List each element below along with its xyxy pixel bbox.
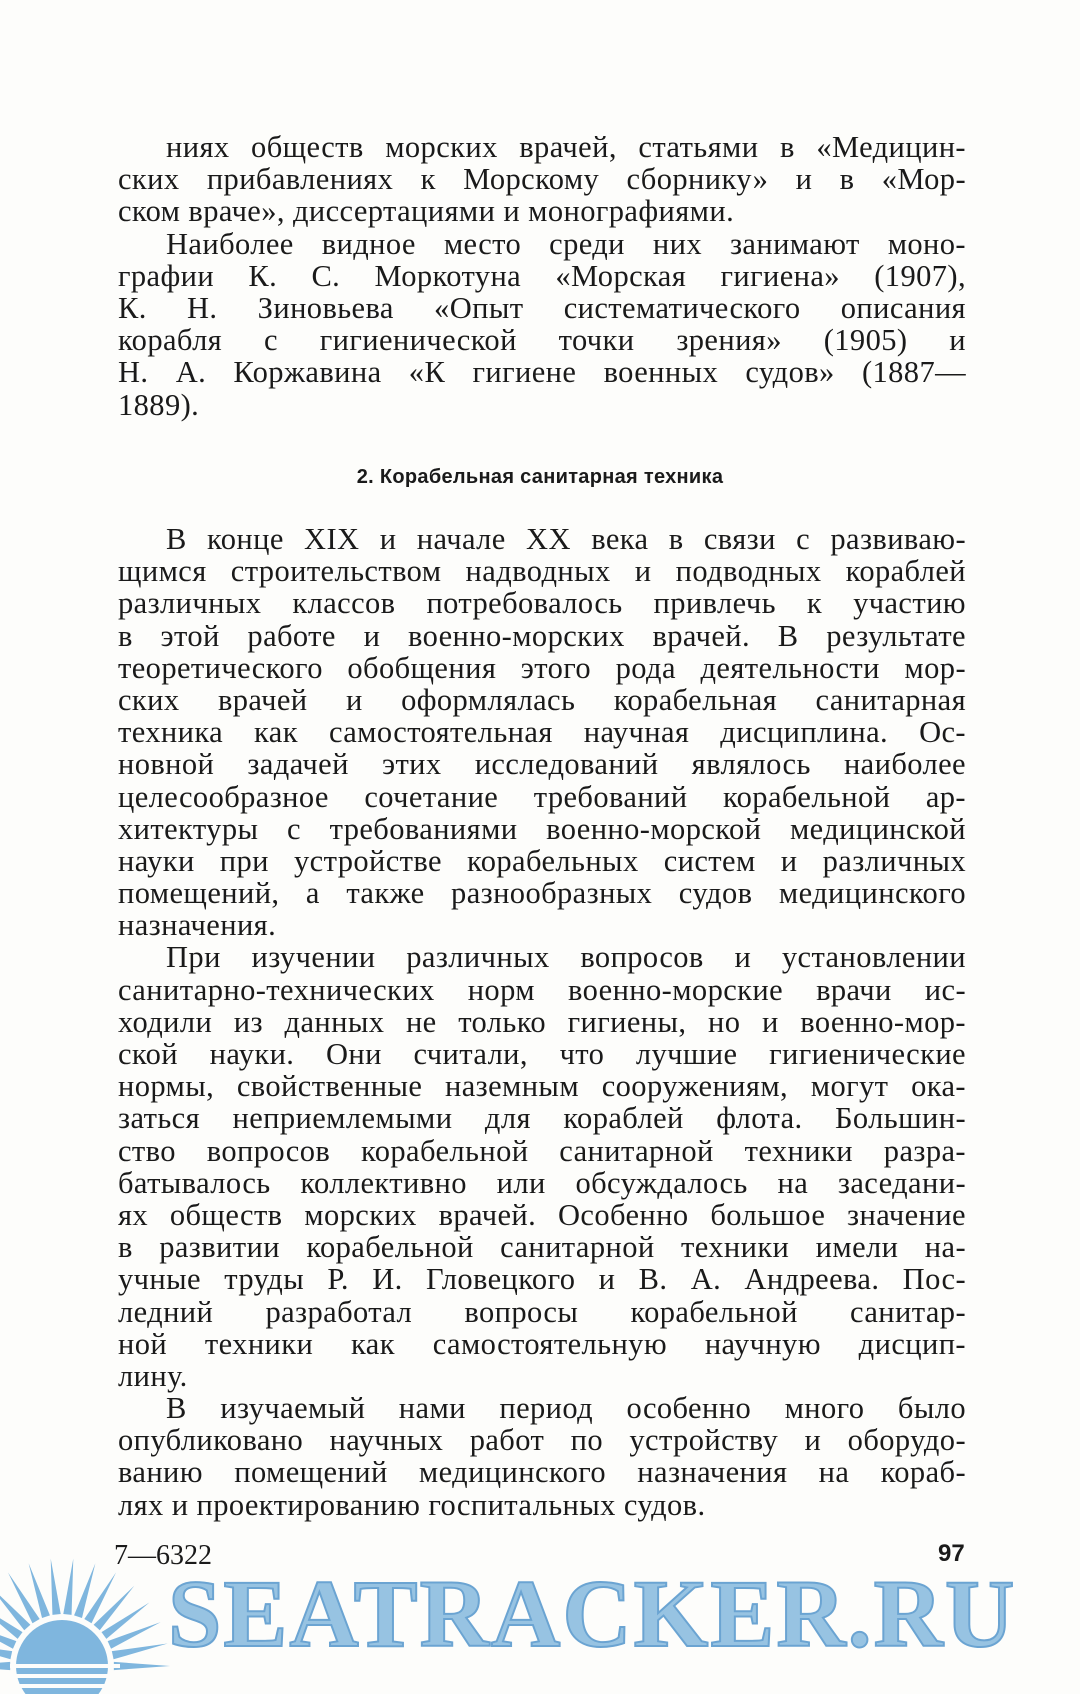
- text-line: При изучении различных вопросов и установлении: [166, 940, 966, 975]
- text-line: В изучаемый нами период особенно много было: [166, 1391, 966, 1426]
- text-line: ской науки. Они считали, что лучшие гигиенические: [118, 1037, 966, 1071]
- text-line: ях обществ морских врачей. Особенно большое значение: [118, 1197, 966, 1232]
- text-line: батывалось коллективно или обсуждалось на заседани-: [118, 1165, 966, 1200]
- text-block-top: [118, 131, 966, 421]
- text-line: нормы, свойственные наземным сооружениям, могут ока-: [118, 1069, 966, 1104]
- text-line: графии К. С. Моркотуна «Морская гигиена» (1907),: [118, 258, 966, 293]
- text-line: в развитии корабельной санитарной техники имели на-: [118, 1230, 966, 1265]
- text-line: учные труды Р. И. Гловецкого и В. А. Андреева. Пос-: [118, 1262, 966, 1297]
- sun-ray: [51, 1559, 61, 1615]
- text-line: помещений, а также разнообразных судов медицинского: [118, 876, 966, 911]
- text-line: новной задачей этих исследований являлось наиболее: [118, 747, 966, 782]
- watermark: [0, 1526, 1080, 1694]
- printer-signature: 7—6322: [114, 1540, 212, 1571]
- section-heading: 2. Корабельная санитарная техника: [356, 466, 724, 488]
- text-line: ство вопросов корабельной санитарной техники разра-: [118, 1133, 966, 1168]
- text-line: ских прибавлениях к Морскому сборнику» и в «Мор-: [118, 162, 966, 197]
- text-line: корабля с гигиенической точки зрения» (1905) и: [118, 323, 966, 358]
- sun-ray: [0, 1662, 10, 1670]
- text-line: заться неприемлемыми для кораблей флота. Большин-: [118, 1101, 966, 1136]
- text-line: щимся строительством надводных и подводных кораблей: [118, 554, 966, 589]
- sun-ray: [114, 1662, 170, 1670]
- text-line: техника как самостоятельная научная дисциплина. Ос-: [118, 715, 966, 750]
- sun-ray: [112, 1644, 168, 1660]
- text-line: В конце XIX и начале XX века в связи с развиваю-: [166, 522, 966, 556]
- watermark-text: SEATRACKER.RU: [168, 1560, 1017, 1667]
- text-line: ледний разработал вопросы корабельной санитар-: [118, 1294, 966, 1329]
- text-line: науки при устройстве корабельных систем и различных: [118, 843, 966, 878]
- text-line: теоретического обобщения этого рода деятельности мор-: [118, 650, 966, 685]
- sun-ray: [63, 1559, 73, 1615]
- sun-ray: [101, 1603, 149, 1639]
- text-line: лину.: [118, 1358, 188, 1393]
- text-line: санитарно-технических норм военно-морские врачи ис-: [118, 972, 966, 1007]
- text-line: целесообразное сочетание требований корабельной ар-: [118, 779, 966, 814]
- text-line: Н. А. Коржавина «К гигиене военных судов» (1887—: [118, 355, 966, 390]
- sun-ray: [94, 1586, 135, 1631]
- text-line: Наиболее видное место среди них занимают моно-: [166, 226, 966, 261]
- text-line: лях и проектированию госпитальных судов.: [118, 1487, 706, 1522]
- text-line: ском враче», диссертациями и монографиями.: [118, 194, 735, 229]
- text-line: ной техники как самостоятельную научную дисцип-: [118, 1326, 966, 1361]
- text-line: в этой работе и военно-морских врачей. В результате: [118, 618, 966, 653]
- text-line: хитектуры с требованиями военно-морской медицинской: [118, 811, 966, 846]
- text-line: ниях обществ морских врачей, статьями в «Медицин-: [166, 130, 966, 164]
- text-line: 1889).: [118, 387, 200, 422]
- text-line: ходили из данных не только гигиены, но и военно-мор-: [118, 1004, 966, 1039]
- text-line: ских врачей и оформлялась корабельная санитарная: [118, 682, 966, 717]
- text-block-main: [118, 523, 966, 1521]
- page-number: 97: [938, 1540, 965, 1567]
- text-line: К. Н. Зиновьева «Опыт систематического описания: [118, 290, 966, 325]
- text-line: ванию помещений медицинского назначения на кораб-: [118, 1455, 966, 1490]
- text-line: назначения.: [118, 908, 277, 943]
- text-line: опубликовано научных работ по устройству и оборудо-: [118, 1423, 966, 1458]
- text-line: различных классов потребовалось привлечь к участию: [118, 586, 966, 621]
